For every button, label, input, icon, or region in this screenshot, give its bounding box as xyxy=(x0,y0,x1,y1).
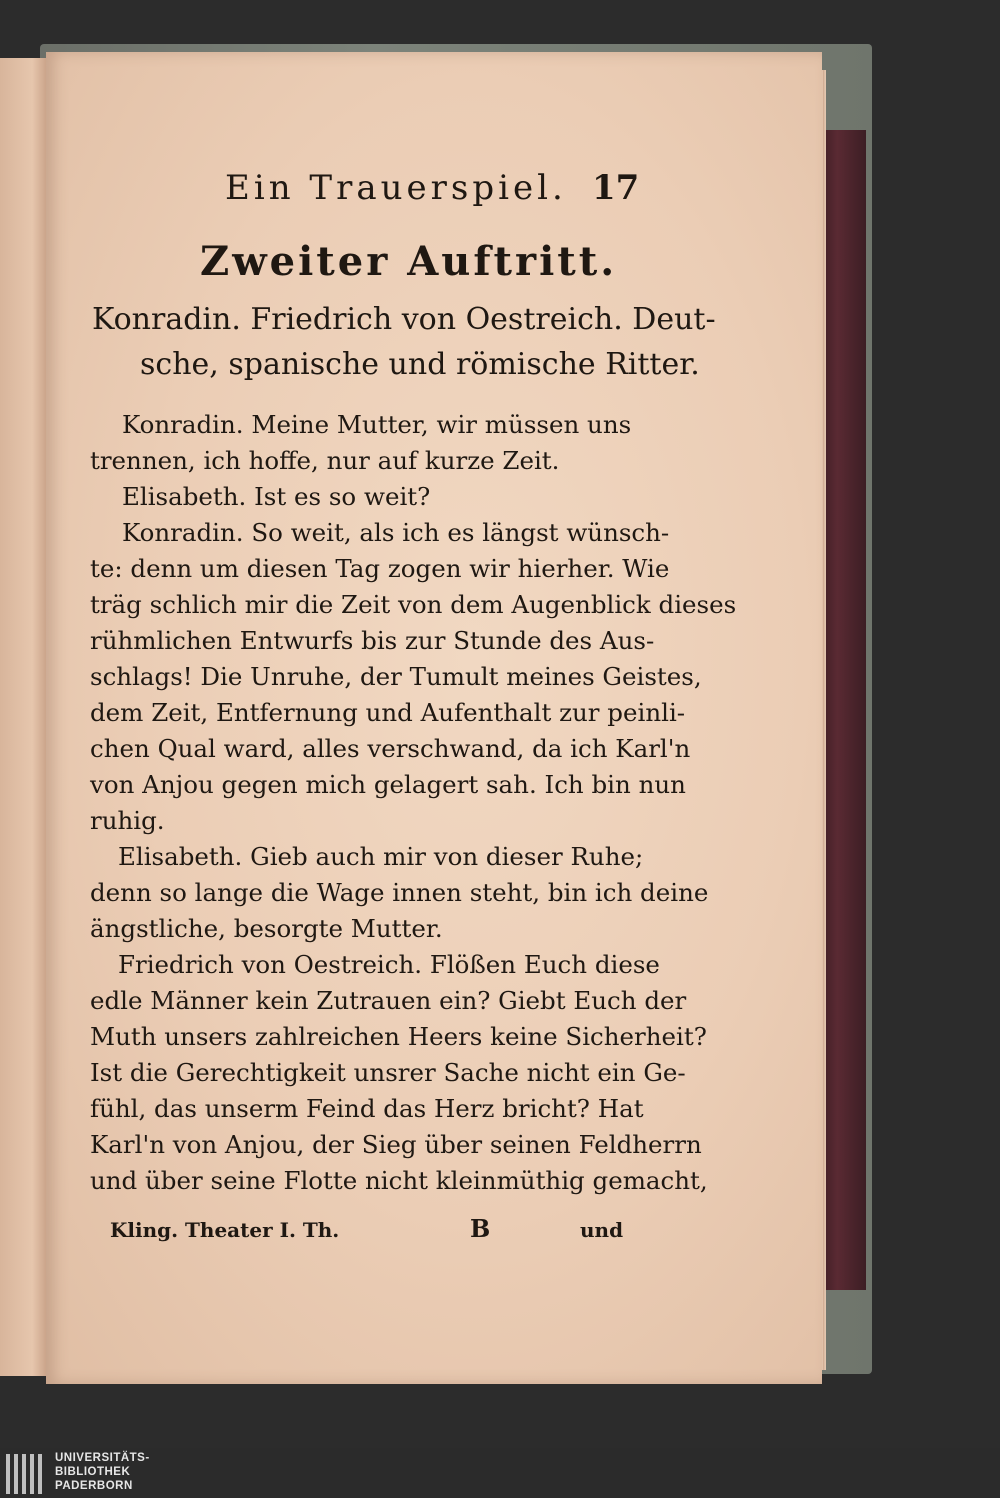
library-logo-line: UNIVERSITÄTS- xyxy=(55,1452,150,1464)
text-line: Muth unsers zahlreichen Heers keine Sicherheit? xyxy=(90,1022,707,1051)
text-line: edle Männer kein Zutrauen ein? Giebt Euch der xyxy=(90,986,687,1015)
catchword: und xyxy=(580,1218,624,1242)
text-line: dem Zeit, Entfernung und Aufenthalt zur peinli- xyxy=(90,698,686,727)
text-line: ängstliche, besorgte Mutter. xyxy=(90,914,443,943)
text-line: träg schlich mir die Zeit von dem Augenblick dieses xyxy=(90,590,737,619)
text-line: rühmlichen Entwurfs bis zur Stunde des Aus- xyxy=(90,626,655,655)
text-line: und über seine Flotte nicht kleinmüthig gemacht, xyxy=(90,1166,708,1195)
text-line: trennen, ich hoffe, nur auf kurze Zeit. xyxy=(90,446,560,475)
library-logo-line: PADERBORN xyxy=(55,1480,133,1492)
library-logo-icon xyxy=(6,1454,48,1494)
library-logo-line: BIBLIOTHEK xyxy=(55,1466,131,1478)
cast-line: sche, spanische und römische Ritter. xyxy=(140,347,700,382)
text-line: Karl'n von Anjou, der Sieg über seinen Feldherrn xyxy=(90,1130,702,1159)
page-number: 17 xyxy=(592,168,640,208)
text-line: schlags! Die Unruhe, der Tumult meines Geistes, xyxy=(90,662,702,691)
text-line: fühl, das unserm Feind das Herz bricht? Hat xyxy=(90,1094,644,1123)
text-line: chen Qual ward, alles verschwand, da ich Karl'n xyxy=(90,734,691,763)
left-page-edge xyxy=(0,58,46,1376)
text-line: te: denn um diesen Tag zogen wir hierher. Wie xyxy=(90,554,670,583)
footer-bar xyxy=(0,1448,1000,1498)
scene-title: Zweiter Auftritt. xyxy=(200,238,618,285)
text-line: Elisabeth. Gieb auch mir von dieser Ruhe; xyxy=(118,842,644,871)
text-line: Elisabeth. Ist es so weit? xyxy=(122,482,431,511)
printer-signature: Kling. Theater I. Th. xyxy=(110,1218,340,1242)
text-line: Konradin. Meine Mutter, wir müssen uns xyxy=(122,410,632,439)
running-head: Ein Trauerspiel. xyxy=(225,168,567,208)
signature-mark: B xyxy=(470,1214,491,1243)
text-line: Friedrich von Oestreich. Flößen Euch diese xyxy=(118,950,660,979)
text-line: denn so lange die Wage innen steht, bin ich deine xyxy=(90,878,709,907)
text-line: Konradin. So weit, als ich es längst wünsch- xyxy=(122,518,670,547)
text-line: von Anjou gegen mich gelagert sah. Ich bin nun xyxy=(90,770,686,799)
text-line: ruhig. xyxy=(90,806,165,835)
text-line: Ist die Gerechtigkeit unsrer Sache nicht ein Ge- xyxy=(90,1058,686,1087)
cast-line: Konradin. Friedrich von Oestreich. Deut- xyxy=(92,302,716,337)
